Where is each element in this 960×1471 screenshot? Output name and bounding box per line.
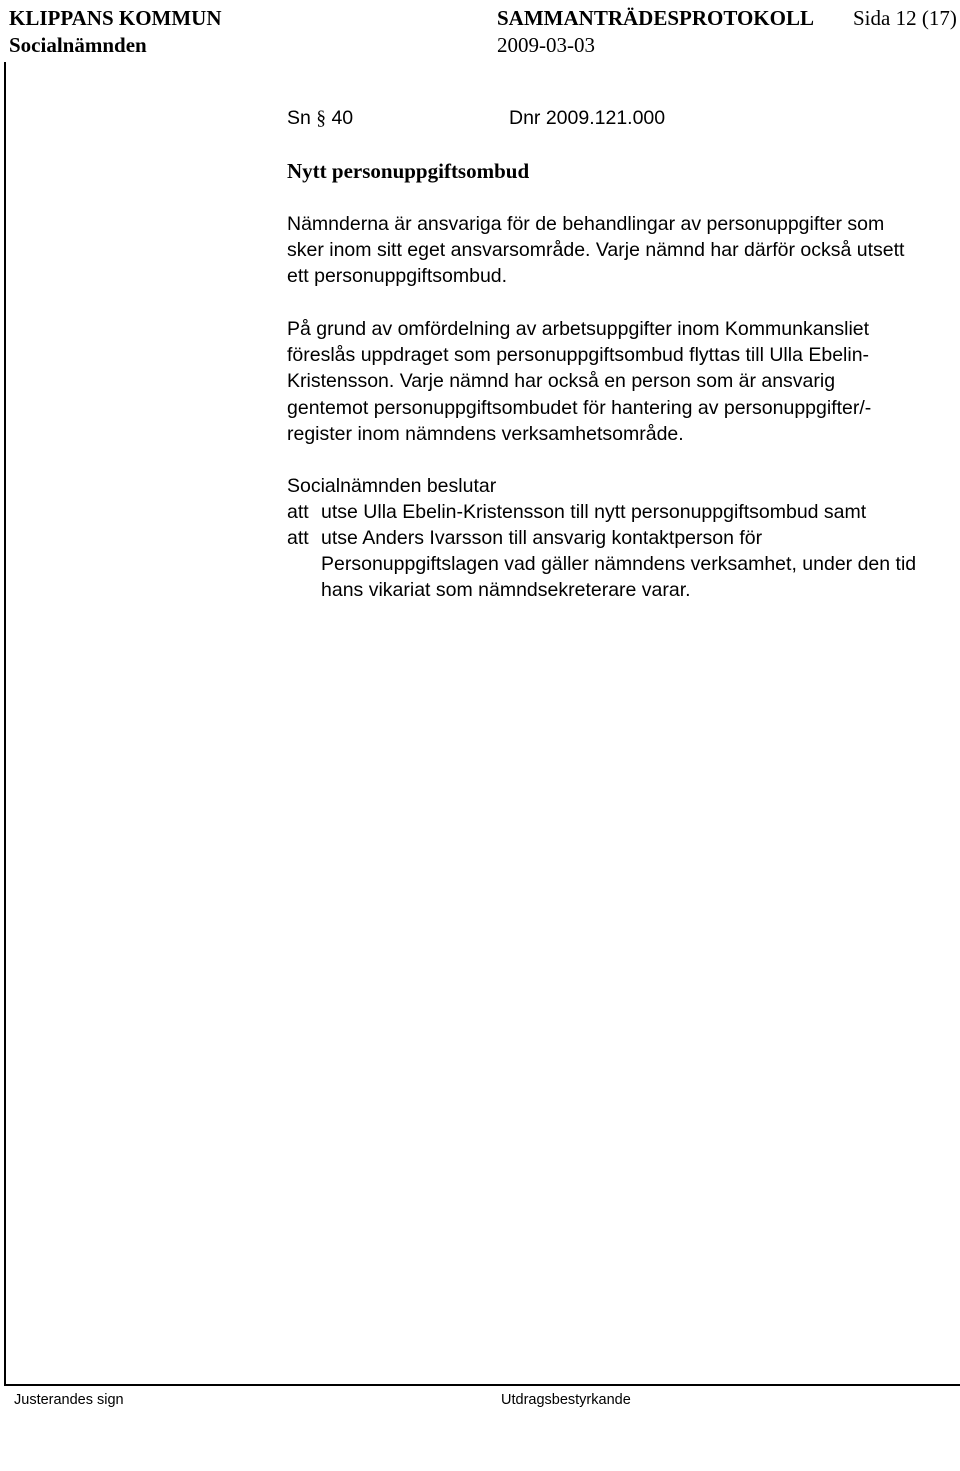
page-number: Sida 12 (17) [853, 6, 957, 30]
paragraph-symbol: § [316, 108, 327, 129]
municipality-name: KLIPPANS KOMMUN [9, 6, 222, 30]
paragraph-1 [287, 211, 927, 290]
item-number: 40 [331, 107, 354, 129]
footer-certification-label: Utdragsbestyrkande [501, 1392, 631, 1408]
decision-heading: Socialnämnden beslutar [287, 475, 497, 497]
committee-name: Socialnämnden [9, 33, 147, 57]
paragraph-line: ett personuppgiftsombud. [287, 265, 508, 288]
meeting-date: 2009-03-03 [497, 33, 595, 57]
decision-line: utse Anders Ivarsson till ansvarig kontaktperson för [321, 527, 763, 549]
paragraph-line: gentemot personuppgiftsombudet för hantering av personuppgifter/- [287, 396, 872, 419]
footer-signature-label: Justerandes sign [14, 1392, 124, 1408]
item-section: Sn [287, 107, 311, 129]
paragraph-line: Nämnderna är ansvariga för de behandlingar av personuppgifter som [287, 213, 885, 235]
paragraph-line: Kristensson. Varje nämnd har också en person som är ansvarig [287, 370, 836, 393]
case-number: Dnr 2009.121.000 [509, 107, 666, 129]
paragraph-line: sker inom sitt eget ansvarsområde. Varje nämnd har därför också utsett [287, 239, 905, 262]
item-title: Nytt personuppgiftsombud [287, 159, 530, 183]
paragraph-2 [287, 316, 927, 447]
decision-line: utse Ulla Ebelin-Kristensson till nytt personuppgiftsombud samt [321, 501, 867, 523]
paragraph-line: föreslås uppdraget som personuppgiftsombud flyttas till Ulla Ebelin- [287, 344, 870, 367]
att-label: att [287, 527, 309, 549]
paragraph-line: På grund av omfördelning av arbetsuppgifter inom Kommunkansliet [287, 318, 870, 340]
left-margin-rule [4, 62, 6, 1384]
decision-line: hans vikariat som nämndsekreterare varar. [321, 579, 691, 601]
footer-rule [4, 1384, 960, 1386]
document-type: SAMMANTRÄDESPROTOKOLL [497, 6, 814, 30]
decision-line: Personuppgiftslagen vad gäller nämndens verksamhet, under den tid [321, 553, 917, 575]
att-label: att [287, 501, 309, 523]
paragraph-line: register inom nämndens verksamhetsområde. [287, 422, 684, 445]
